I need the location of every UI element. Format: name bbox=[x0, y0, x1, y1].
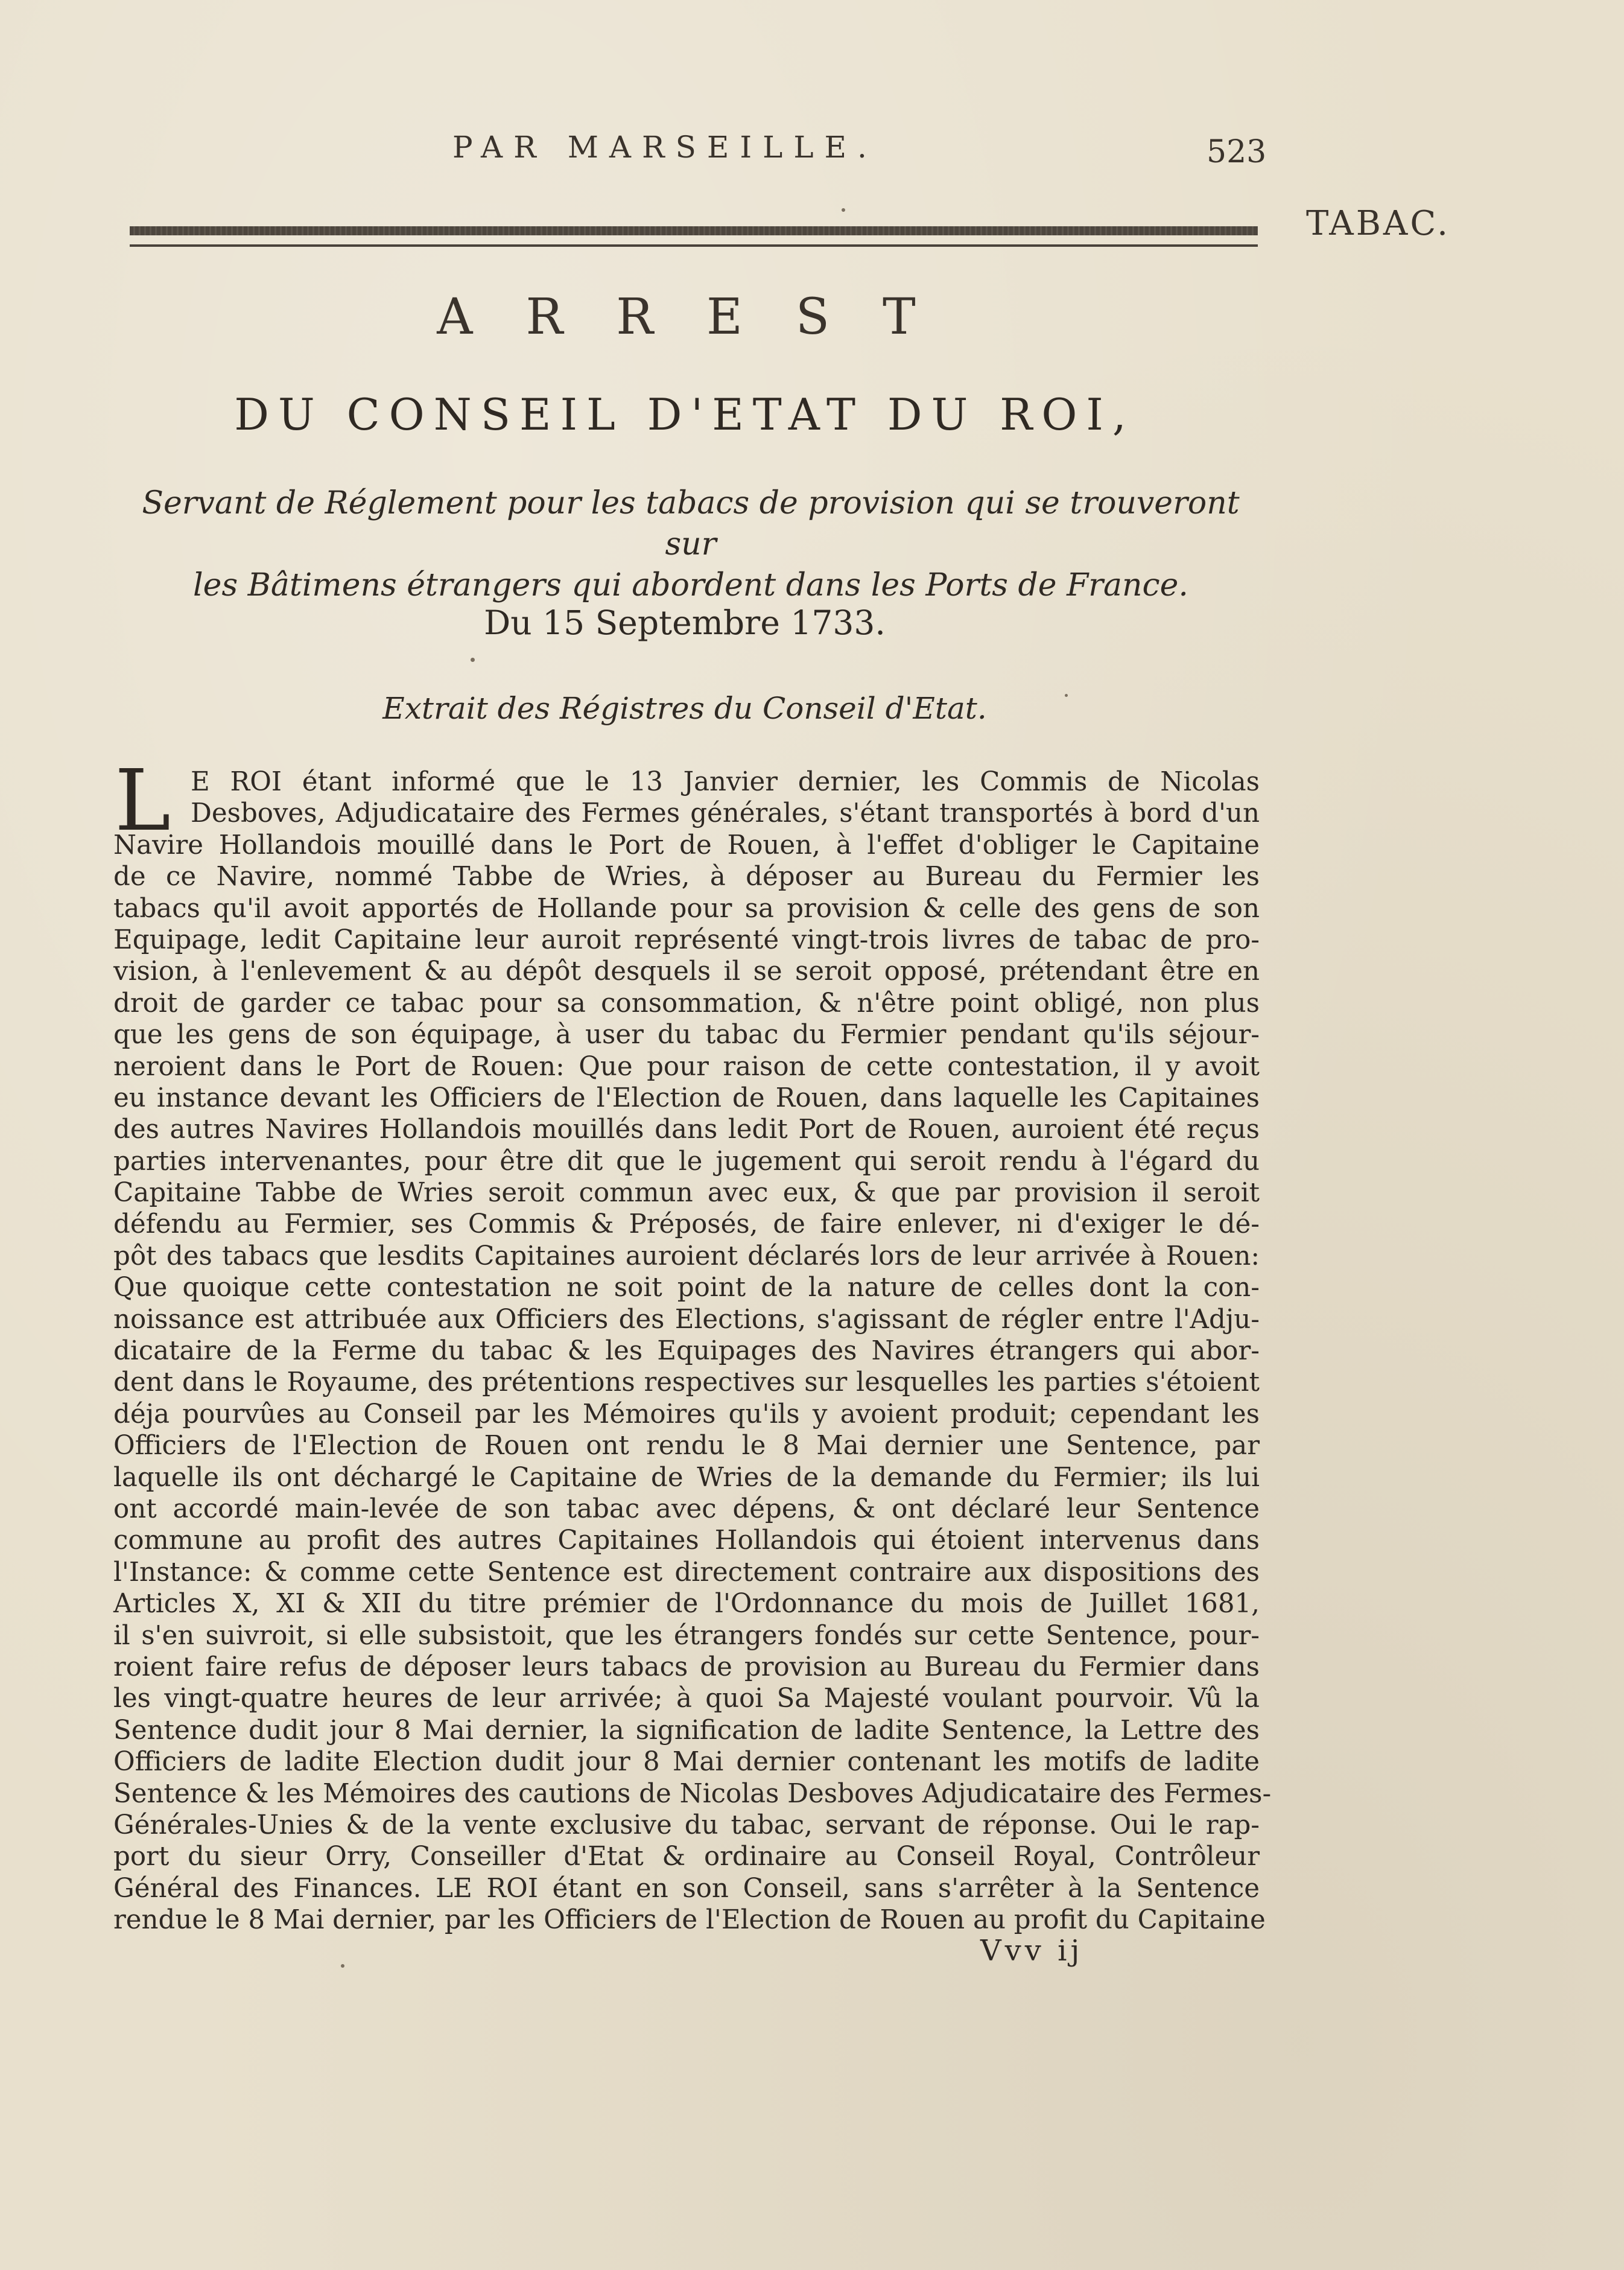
divider-rule bbox=[130, 244, 1258, 247]
paper-speck bbox=[1065, 694, 1068, 697]
body-line: droit de garder ce tabac pour sa consommation, & n'être point obligé, non plus bbox=[113, 988, 1260, 1019]
body-line: commune au profit des autres Capitaines Hollandois qui étoient intervenus dans bbox=[113, 1525, 1260, 1556]
body-line: Desboves, Adjudicataire des Fermes générales, s'étant transportés à bord d'un bbox=[191, 798, 1260, 829]
body-line: E ROI étant informé que le 13 Janvier dernier, les Commis de Nicolas bbox=[191, 767, 1260, 797]
body-line: tabacs qu'il avoit apportés de Hollande pour sa provision & celle des gens de son bbox=[113, 893, 1260, 924]
body-line: noissance est attribuée aux Officiers des Elections, s'agissant de régler entre l'Adju- bbox=[113, 1304, 1260, 1335]
body-line: Général des Finances. LE ROI étant en son Conseil, sans s'arrêter à la Sentence bbox=[113, 1873, 1260, 1904]
body-line: rendue le 8 Mai dernier, par les Officiers de l'Election de Rouen au profit du Capitaine bbox=[113, 1905, 1266, 1936]
body-line: les vingt-quatre heures de leur arrivée; à quoi Sa Majesté voulant pourvoir. Vû la bbox=[113, 1683, 1260, 1714]
body-line: roient faire refus de déposer leurs tabacs de provision au Bureau du Fermier dans bbox=[113, 1652, 1260, 1682]
body-line: pôt des tabacs que lesdits Capitaines auroient déclarés lors de leur arrivée à Rouen: bbox=[113, 1241, 1260, 1271]
body-line: l'Instance: & comme cette Sentence est directement contraire aux dispositions des bbox=[113, 1557, 1260, 1588]
paper-speck bbox=[341, 1964, 344, 1968]
body-text bbox=[113, 752, 1272, 1936]
document-subtitle: DU CONSEIL D'ETAT DU ROI, bbox=[234, 389, 1135, 440]
document-description bbox=[121, 483, 1261, 606]
body-line: des autres Navires Hollandois mouillés dans ledit Port de Rouen, auroient été reçus bbox=[113, 1114, 1260, 1145]
body-line: que les gens de son équipage, à user du tabac du Fermier pendant qu'ils séjour- bbox=[113, 1020, 1260, 1051]
body-line: parties intervenantes, pour être dit que le jugement qui seroit rendu à l'égard du bbox=[113, 1146, 1260, 1177]
body-line: port du sieur Orry, Conseiller d'Etat & ordinaire au Conseil Royal, Contrôleur bbox=[113, 1842, 1260, 1872]
body-line: vision, à l'enlevement & au dépôt desquels il se seroit opposé, prétendant être en bbox=[113, 956, 1260, 987]
running-head: PAR MARSEILLE. bbox=[452, 130, 878, 165]
signature-mark: Vvv ij bbox=[980, 1934, 1083, 1968]
body-line: dicataire de la Ferme du tabac & les Equipages des Navires étrangers qui abor- bbox=[113, 1336, 1260, 1367]
body-line: Sentence dudit jour 8 Mai dernier, la signification de ladite Sentence, la Lettre des bbox=[113, 1715, 1260, 1746]
paper-speck bbox=[471, 658, 475, 662]
document-title: ARREST bbox=[437, 288, 969, 346]
description-line: Servant de Réglement pour les tabacs de provision qui se trouveront sur bbox=[142, 485, 1240, 562]
body-line: Officiers de l'Election de Rouen ont rendu le 8 Mai dernier une Sentence, par bbox=[113, 1431, 1260, 1461]
body-line: eu instance devant les Officiers de l'Election de Rouen, dans laquelle les Capitaines bbox=[113, 1083, 1260, 1113]
body-line: Capitaine Tabbe de Wries seroit commun avec eux, & que par provision il seroit bbox=[113, 1178, 1260, 1209]
description-line: les Bâtimens étrangers qui abordent dans les Ports de France. bbox=[193, 567, 1188, 603]
body-line: de ce Navire, nommé Tabbe de Wries, à déposer au Bureau du Fermier les bbox=[113, 862, 1260, 892]
drop-cap: L bbox=[115, 752, 171, 850]
body-line: Officiers de ladite Election dudit jour 8 Mai dernier contenant les motifs de ladite bbox=[113, 1747, 1260, 1778]
page-number: 523 bbox=[1207, 134, 1267, 170]
register-extract: Extrait des Régistres du Conseil d'Etat. bbox=[382, 691, 987, 726]
body-line: Que quoique cette contestation ne soit point de la nature de celles dont la con- bbox=[113, 1273, 1260, 1303]
body-line: Générales-Unies & de la vente exclusive du tabac, servant de réponse. Oui le rap- bbox=[113, 1810, 1260, 1840]
body-line: laquelle ils ont déchargé le Capitaine de Wries de la demande du Fermier; ils lui bbox=[113, 1462, 1260, 1493]
paper-speck bbox=[842, 208, 845, 212]
margin-note: TABAC. bbox=[1306, 204, 1450, 243]
body-line: défendu au Fermier, ses Commis & Préposés, de faire enlever, ni d'exiger le dé- bbox=[113, 1209, 1260, 1240]
body-line: déja pourvûes au Conseil par les Mémoires qu'ils y avoient produit; cependant les bbox=[113, 1399, 1260, 1429]
body-line: dent dans le Royaume, des prétentions respectives sur lesquelles les parties s'étoient bbox=[113, 1367, 1260, 1398]
body-line: neroient dans le Port de Rouen: Que pour raison de cette contestation, il y avoit bbox=[113, 1051, 1260, 1082]
body-line: Navire Hollandois mouillé dans le Port de Rouen, à l'effet d'obliger le Capitaine bbox=[113, 830, 1260, 860]
ornamental-rule bbox=[130, 226, 1258, 235]
document-date: Du 15 Septembre 1733. bbox=[484, 603, 886, 642]
body-line: il s'en suivroit, si elle subsistoit, que les étrangers fondés sur cette Sentence, pour- bbox=[113, 1620, 1260, 1651]
body-line: Equipage, ledit Capitaine leur auroit représenté vingt-trois livres de tabac de pro- bbox=[113, 924, 1260, 955]
body-line: Sentence & les Mémoires des cautions de Nicolas Desboves Adjudicataire des Fermes- bbox=[113, 1778, 1272, 1809]
body-line: ont accordé main-levée de son tabac avec dépens, & ont déclaré leur Sentence bbox=[113, 1493, 1260, 1524]
body-line: Articles X, XI & XII du titre prémier de l'Ordonnance du mois de Juillet 1681, bbox=[113, 1589, 1260, 1620]
